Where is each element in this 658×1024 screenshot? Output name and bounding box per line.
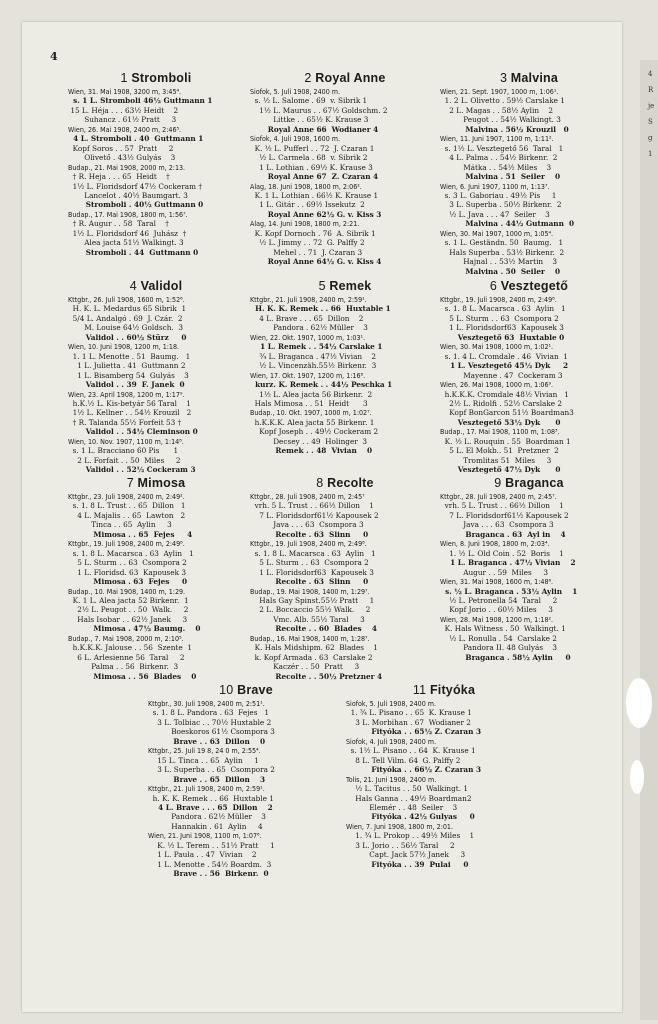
result-line: 5 L. Sturm . . 63 Csompora 2 (68, 558, 187, 568)
result-line: Elemér . . 48 Seiler 3 (346, 802, 458, 812)
result-line: Wien, 23. April 1908, 1200 m, 1:17⁹. (68, 389, 185, 399)
result-line: Kttgbr., 21. Juli 1908, 2400 m, 2:59¹. (250, 295, 367, 304)
result-line: 1½ L. Alea jacta 56 Birkenr. 2 (250, 389, 373, 399)
result-line-featured: H. K. K. Remek . . 66 Huxtable 1 (250, 304, 391, 314)
result-line-featured: s. 1 L. Stromboli 46½ Guttmann 1 (68, 96, 213, 106)
horse-section (440, 475, 618, 662)
result-line: 1½ L. Maurus . . 67½ Goldschm. 2 (250, 105, 388, 115)
result-line: Peugot . . 54½ Walkingt. 3 (440, 115, 561, 125)
result-line: s. 1½ L. Vesztegető 56 Taral 1 (440, 143, 564, 153)
horse-name: Remek (329, 279, 372, 293)
horse-name: Recolte (327, 476, 374, 490)
result-line: Siofok, 4. Juli 1908, 1600 m. (250, 134, 341, 144)
result-line: Kttgbr., 26. Juli 1908, 1600 m, 1:52⁶. (68, 295, 185, 304)
adjacent-page-glyph: S (648, 118, 653, 126)
result-line: Tinca . . 65 Aylin 3 (68, 520, 172, 530)
result-line: 1½ L. Kellner . . 54½ Krouzil 2 (68, 408, 192, 418)
result-line-featured: Malvina . 50 Seiler 0 (440, 266, 561, 276)
result-line: 1 L. Floridsd. 63 Kapousek 3 (68, 567, 186, 577)
result-line: 1 L. Julietta . 41 Guttmann 2 (68, 361, 186, 371)
result-line: 2 L. Forfait . . 50 Miles 2 (68, 455, 181, 465)
horse-name: Validol (140, 279, 183, 293)
adjacent-page-glyph: je (648, 102, 655, 110)
result-line: Budap., 17. Mai 1908, 1800 m, 1:56⁷. (68, 209, 188, 219)
result-line: Olivető . 43½ Gulyás 3 (68, 153, 176, 163)
adjacent-page-glyph: g (648, 134, 653, 142)
result-line: † R. Augur . . 58 Taral † (68, 219, 169, 229)
result-line: Wien, 7. Juni 1908, 1800 m, 2:01. (346, 821, 454, 831)
result-line: s. 1 L. Geständn. 50 Baumg. 1 (440, 238, 564, 248)
result-line: 4 L. Palma . . 54½ Birkenr. 2 (440, 153, 558, 163)
result-line: 5 L. Sturm . . 63 Csompora 2 (440, 313, 559, 323)
result-line: Wien, 26. Mai 1908, 2400 m, 2:46⁵. (68, 124, 182, 134)
result-line: K. ½ L. Terem . . 51½ Pratt 1 (148, 840, 275, 850)
horse-heading (68, 475, 244, 491)
result-line: 3 L. Superba . . 65 Csompora 2 (148, 765, 275, 775)
result-line-featured: Fityóka . . 66½ Z. Czaran 3 (346, 765, 482, 775)
result-line-featured: Vesztegető 47½ Dyk 0 (440, 465, 561, 475)
result-line: Wien, 30. Mai 1908, 1000 m, 1:02¹. (440, 342, 554, 352)
result-line: 1 L. Paula . . 47 Vivian 2 (148, 850, 257, 860)
result-line: Hannakin . 61 Aylin 4 (148, 821, 263, 831)
result-line: s. 1. 8 L. Macarsca . 63 Aylin 1 (250, 548, 376, 558)
horse-name: Royal Anne (315, 71, 386, 85)
result-line: Kttgbr., 19. Juli 1908, 2400 m, 2:49⁸. (250, 539, 367, 549)
result-line: ½ L. Tacitus . . 50 Walkingt. 1 (346, 784, 469, 794)
result-line: Wien, 30. Mai 1907, 1000 m, 1:05⁴. (440, 228, 554, 238)
result-line: Pandora . 62½ Müller 3 (250, 323, 368, 333)
result-line-featured: 1 L. Remek . . 54½ Carslake 1 (250, 342, 383, 352)
result-line-featured: Brave . . 65 Dillon 3 (148, 774, 266, 784)
result-line: 1 L. Bisamberg 54 Gulyás 3 (68, 370, 189, 380)
horse-name: Malvina (510, 71, 559, 85)
result-line: s. 3 L. Gaboriau . 49½ Pis 1 (440, 190, 557, 200)
horse-number: 3 (499, 71, 511, 85)
result-line: ¾ L. Braganca . 47½ Vivian 2 (250, 351, 377, 361)
result-line: Hajnal . . 53½ Martin 3 (440, 257, 558, 267)
result-line: Hals Mimosa . . 51 Heidt 3 (250, 398, 368, 408)
result-line: 1½ L. Floridsdorf 47½ Cockeram † (68, 181, 202, 191)
result-line: 1. 1 L. Menotte . 51 Baumg. 1 (68, 351, 191, 361)
result-line: Palma . . 56 Birkenr. 3 (68, 662, 179, 672)
adjacent-page-glyph: R (648, 86, 654, 94)
result-line: h.K.K.K. Alea jacta 55 Birkenr. 1 (250, 417, 375, 427)
result-line: vrh. 5 L. Trust . . 66½ Dillon 1 (250, 501, 374, 511)
result-line: 7 L. Floridsdorf61½ Kapousek 2 (440, 510, 569, 520)
result-line-featured: Malvina . 51 Seiler 0 (440, 172, 561, 182)
result-line: Augur . . 59 Miles 3 (440, 567, 548, 577)
result-line-featured: Royal Anne 66 Wodianer 4 (250, 124, 379, 134)
result-line-featured: Validol . . 54½ Cleminson 0 (68, 427, 198, 437)
result-line: 1. 2 L. Olivetto . 59½ Carslake 1 (440, 96, 565, 106)
result-line: s. 1. 8 L. Trust . . 65 Dillon 1 (68, 501, 186, 511)
horse-number: 7 (126, 476, 138, 490)
result-line: 5/4 L. Andalgó . 69 J. Czár. 2 (68, 313, 183, 323)
result-line: Budap., 10. Okt. 1907, 1000 m, 1:02⁷. (250, 408, 372, 418)
result-line: 3 L. Tolbiac . . 70½ Huxtable 2 (148, 717, 272, 727)
result-line: s. ½ L. Salome . 69 v. Sibrik 1 (250, 96, 368, 106)
result-line: 7 L. Floridsdorf61½ Kapousek 2 (250, 510, 379, 520)
result-line: Wien, 10. Juni 1908, 1200 m, 1:18. (68, 342, 180, 352)
result-line: Kttgbr., 23. Juli 1908, 2400 m, 2:49². (68, 492, 185, 501)
result-line-featured: 1 L. Braganca . 47½ Vivian 2 (440, 558, 576, 568)
horse-section (250, 278, 440, 456)
result-line-featured: Royal Anne 64½ G. v. Kiss 4 (250, 257, 382, 267)
result-line: Hals Ganna . . 49½ Boardman2 (346, 793, 472, 803)
result-line: 2½ L. Ridolfi . 52½ Carslake 2 (440, 398, 563, 408)
result-line: Mayenne . 47 Cockeram 3 (440, 370, 563, 380)
result-line: 4 L. Brave . . . 65 Dillon 2 (250, 313, 364, 323)
result-line: 1. ¾ L. Prokop . . 49½ Miles 1 (346, 831, 475, 841)
result-line: h.K.K.K. Jalouse . . 56 Szente 1 (68, 643, 192, 653)
result-line: Kttgbr., 19. Juli 1908, 2400 m, 2:49⁸. (440, 295, 557, 304)
horse-section (68, 475, 244, 681)
result-line-featured: Recolte . . 60 Blades 4 (250, 624, 377, 634)
result-line: Kopf Joseph . . 49½ Cockeram 2 (250, 427, 379, 437)
result-line: ½ L. Petronella 54 Taral 2 (440, 595, 558, 605)
horse-name: Fityóka (429, 683, 476, 697)
horse-heading (250, 70, 440, 86)
result-line: Kttgbr., 30. Juli 1908, 2400 m, 2:51¹. (148, 699, 265, 708)
result-line: s. 1. 4 L. Cromdale . 46 Vivian 1 (440, 351, 568, 361)
result-line: Wien, 11. Juni 1907, 1100 m, 1:11². (440, 134, 554, 144)
result-line-featured: Stromboli . 44 Guttmann 0 (68, 247, 199, 257)
result-line: 2 L. Boccaccio 55½ Walk. 2 (250, 605, 371, 615)
result-line: Budap., 10. Mai 1908, 1400 m, 1:29. (68, 586, 186, 596)
result-line: Capt. Jack 57½ Janek 3 (346, 850, 466, 860)
result-line: h.K.½ L. Kis-betyár 56 Taral 1 (68, 398, 191, 408)
result-line-featured: Malvina . 44½ Gutmann 0 (440, 219, 575, 229)
horse-heading (68, 278, 244, 294)
result-line: 4 L. Majalis . . 65 Lawton 2 (68, 510, 186, 520)
result-line-featured: Brave . . 63 Dillon 0 (148, 736, 266, 746)
result-line-featured: 4 L. Brave . . . 65 Dillon 2 (148, 802, 273, 812)
result-line: Budap., 19. Mai 1908, 1400 m, 1:29⁷. (250, 586, 370, 596)
result-line: 1 L. Lothian . 69½ K. Krause 3 (250, 162, 373, 172)
horse-heading (250, 278, 440, 294)
result-line: ½ L. Jimmy . . 72 G. Palffy 2 (250, 238, 365, 248)
result-line: Suhancz . 61½ Pratt 3 (68, 115, 177, 125)
result-line: K. 1 L. Alea jacta 52 Birkenr. 1 (68, 595, 189, 605)
horse-name: Mimosa (137, 476, 186, 490)
result-line: Alag, 14. Juni 1908, 1800 m, 2:21. (250, 219, 360, 229)
result-line-featured: s. ½ L. Braganca . 53½ Aylin 1 (440, 586, 578, 596)
result-line-featured: Brave . . 56 Birkenr. 0 (148, 869, 269, 879)
horse-heading (250, 475, 440, 491)
paper-tear-hole (630, 760, 644, 794)
result-line-featured: Vesztegető 63 Huxtable 0 (440, 332, 565, 342)
result-line: Kttgbr., 28. Juli 1908, 2400 m, 2:45⁷. (440, 492, 557, 501)
result-line-featured: Mimosa . 63 Fejes 0 (68, 577, 188, 587)
result-line-featured: kurz. K. Remek . . 44½ Peschka 1 (250, 380, 393, 390)
result-line: Mátka . . 54½ Miles 3 (440, 162, 552, 172)
result-line: ½ L. Ronulla . 54 Carslake 2 (440, 633, 557, 643)
result-line: Kttgbr., 25. Juli 19 8, 24 0 m, 2:55⁴. (148, 746, 261, 756)
result-line-featured: Royal Anne 62½ G. v. Kiss 3 (250, 209, 382, 219)
result-line: M. Louise 64½ Goldsch. 3 (68, 323, 184, 333)
horse-heading (440, 475, 618, 491)
result-line-featured: Recolte . 63 Slinn 0 (250, 577, 369, 587)
result-line-featured: Braganca . 58½ Aylin 0 (440, 652, 571, 662)
result-line: Wien, 17. Okt. 1907, 1200 m, 1:16⁸. (250, 370, 366, 380)
result-line: Kttgbr., 28. Juli 1908, 2400 m, 2:45⁷ (250, 492, 365, 501)
result-line: Lancelot . 40½ Baumgart. 3 (68, 190, 188, 200)
result-line: ½ L. Vincenzäh.55½ Birkenr. 3 (250, 361, 377, 371)
horse-section (250, 475, 440, 681)
result-line: Wien, 28. Mai 1908, 1200 m, 1:18². (440, 614, 554, 624)
result-line-featured: Fityóka . 42½ Gulyas 0 (346, 812, 475, 822)
horse-name: Braganca (505, 476, 564, 490)
result-line-featured: Validol . . 39 F. Janek 0 (68, 380, 185, 390)
horse-section (68, 278, 244, 475)
result-line-featured: Recolte . 63 Slinn 0 (250, 529, 369, 539)
result-line-featured: 4 L. Stromboli . 40 Guttmann 1 (68, 134, 204, 144)
result-line: K. Hals Witness . 50 Walkingt. 1 (440, 624, 566, 634)
result-line-featured: Fityóka . . 39 Pulai 0 (346, 859, 469, 869)
result-line: 1. ¾ L. Pisano . . 65 K. Krause 1 (346, 708, 472, 718)
result-line: Siofok, 4. Juli 1908, 2400 m. (346, 736, 437, 746)
result-line: Budap., 16. Mai 1908, 1400 m, 1:28⁷. (250, 633, 370, 643)
result-line: 3 L. Morbihan . 67 Wodianer 2 (346, 717, 471, 727)
horse-section (68, 70, 244, 257)
result-line: Kttgbr., 19. Juli 1908, 2400 m, 2:49⁸. (68, 539, 185, 549)
result-line: h. K. K. Remek . . 66 Huxtable 1 (148, 793, 274, 803)
horse-number: 2 (304, 71, 316, 85)
horse-section (346, 682, 542, 869)
horse-name: Brave (237, 683, 273, 697)
result-line: Wien, 31. Mai 1908, 1600 m, 1:48⁶. (440, 577, 554, 587)
result-line: ½ L. Java . . . 47 Seiler 3 (440, 209, 550, 219)
result-line: Kaczér . . 50 Pratt 3 (250, 662, 360, 672)
result-line: Wien, 6. Juni 1907, 1100 m, 1:13⁷. (440, 181, 550, 191)
paper-tear-hole (626, 678, 652, 728)
result-line: Boeskoros 61½ Csompora 3 (148, 727, 275, 737)
result-line: Hals Superba . 53½ Birkenr. 2 (440, 247, 565, 257)
horse-heading (440, 278, 618, 294)
result-line: † R. Talanda 55½ Forfeit 53 † (68, 417, 182, 427)
result-line: Wien, 26. Mai 1908, 1000 m, 1:06⁹. (440, 380, 554, 390)
result-line-featured: Recolte . . 50½ Pretzner 4 (250, 671, 383, 681)
result-line: † R. Heja . . . 65 Heidt † (68, 172, 170, 182)
horse-section (440, 70, 618, 276)
result-line: Wien, 22. Okt. 1907, 1000 m, 1:03¹. (250, 332, 366, 342)
result-line: Littke . . 65½ K. Krause 3 (250, 115, 369, 125)
result-line: s. 1. 8 L. Pandora . 63 Fejes 1 (148, 708, 270, 718)
result-line: Kopf Jorio . . 60½ Miles 3 (440, 605, 553, 615)
horse-name: Vesztegető (500, 279, 569, 293)
horse-number: 8 (316, 476, 328, 490)
result-line: 2 L. Magas . . 58½ Aylin 2 (440, 105, 553, 115)
result-line: 3 L. Jorio . . 56½ Taral 2 (346, 840, 455, 850)
result-line: 8 L. Tell Vilm. 64 G. Palffy 2 (346, 755, 461, 765)
result-line: s. 1 L. Bracciano 60 Pis 1 (68, 446, 179, 456)
horse-heading (440, 70, 618, 86)
result-line: s. 1. 8 L. Macarsca . 63 Aylin 1 (68, 548, 194, 558)
result-line: Tromlitas 51 Miles 3 (440, 455, 552, 465)
result-line-featured: 1 L. Vesztegető 45½ Dyk 2 (440, 361, 569, 371)
result-line: Java . . . 63 Csompora 3 (440, 520, 554, 530)
result-line: h.K.K.K. Cromdale 48½ Vivian 1 (440, 389, 569, 399)
result-line: K. Kopf Dornoch . 76 A. Sibrik 1 (250, 228, 376, 238)
horse-section (440, 278, 618, 475)
result-line: Java . . . 63 Csompora 3 (250, 520, 364, 530)
result-line-featured: Validol . . 60½ Stürz 0 (68, 332, 187, 342)
horse-number: 4 (129, 279, 141, 293)
result-line: 1 L. Floridsdorf63 Kapousek 3 (440, 323, 564, 333)
result-line: 1. ½ L. Old Coin . 52 Boris 1 (440, 548, 564, 558)
result-line: Hals Isobar . . 62½ Janek 3 (68, 614, 188, 624)
horse-number: 11 (412, 683, 430, 697)
result-line: Kopf BonGarcon 51½ Boardman3 (440, 408, 574, 418)
result-line: s. 1½ L. Pisano . . 64 K. Krause 1 (346, 746, 476, 756)
result-line: Alea jacta 51½ Walkingt. 3 (68, 238, 184, 248)
adjacent-page-edge (640, 60, 658, 1020)
result-line: 1½ L. Floridsdorf 46 Juhász † (68, 228, 187, 238)
result-line: K. ½ L. Rouquin . 55 Boardman 1 (440, 436, 571, 446)
result-line: k. Kopf Armada . 63 Carslake 2 (250, 652, 373, 662)
result-line: 5 L. Sturm . . 63 Csompora 2 (250, 558, 369, 568)
result-line: Wien, 8. Juni 1908, 1800 m, 2:03⁴. (440, 539, 550, 549)
result-line: 2½ L. Peugot . . 50 Walk. 2 (68, 605, 189, 615)
horse-heading (148, 682, 344, 698)
result-line: Wien, 21. Sept. 1907, 1000 m, 1:06¹. (440, 87, 559, 96)
result-line: Decsey . . 49 Holinger 3 (250, 436, 368, 446)
horse-number: 9 (494, 476, 506, 490)
result-line: Mehel . . 71 J. Czaran 3 (250, 247, 363, 257)
result-line: Kopf Soros . . 57 Pratt 2 (68, 143, 174, 153)
result-line-featured: Malvina . 56½ Krouzil 0 (440, 124, 569, 134)
result-line: Wien, 10. Nov. 1907, 1100 m, 1:14⁸. (68, 436, 184, 446)
horse-number: 10 (219, 683, 238, 697)
result-line: 1 L. Gitár . . 69½ Issekutz 2 (250, 200, 365, 210)
result-line: Vmc. Alb. 55½ Taral 3 (250, 614, 365, 624)
result-line: Alag, 18. Juni 1908, 1800 m, 2:06². (250, 181, 362, 191)
result-line: 15 L. Tinca . . 65 Aylin 1 (148, 755, 259, 765)
result-line: Tolis, 21. Juni 1908, 2400 m. (346, 774, 437, 784)
result-line: Budap., 7. Mai 1908, 2000 m, 2:10⁵. (68, 633, 184, 643)
result-line: 5 L. El Mokb.. 51 Pretzner 2 (440, 446, 559, 456)
result-line-featured: Remek . . 48 Vivian 0 (250, 446, 373, 456)
result-line-featured: Braganca . 63 Ayl in 4 (440, 529, 566, 539)
result-line: Siofok, 5. Juli 1908, 2400 m. (250, 87, 341, 96)
result-line: K. 1 L. Lothian . 66½ K. Krause 1 (250, 190, 379, 200)
result-line: K. Hals Midshipm. 62 Blades 1 (250, 643, 378, 653)
horse-number: 6 (489, 279, 501, 293)
result-line: Budap., 17. Mai 1908, 1100 m, 1:08³. (440, 427, 560, 437)
result-line: Hals Gay Spinst.55½ Pratt 1 (250, 595, 375, 605)
result-line: Siofok, 5. Juli 1908, 2400 m. (346, 699, 437, 708)
result-line: Pandora II. 48 Gulyás 3 (440, 643, 558, 653)
horse-number: 5 (318, 279, 330, 293)
result-line: Pandora . 62½ Müller 3 (148, 812, 266, 822)
result-line: H. K. L. Medardus 65 Sibrik 1 (68, 304, 187, 314)
result-line: ½ L. Carmela . 68 v. Sibrik 2 (250, 153, 368, 163)
result-line-featured: Mimosa . 47½ Baumg. 0 (68, 624, 201, 634)
horse-section (250, 70, 440, 267)
result-line-featured: Validol . . 52½ Cockeram 3 (68, 465, 196, 475)
result-line-featured: Mimosa . . 56 Blades 0 (68, 671, 197, 681)
result-line-featured: Vesztegető 53½ Dyk 0 (440, 417, 561, 427)
result-line-featured: Mimosa . . 65 Fejes 4 (68, 529, 193, 539)
result-line-featured: Stromboli . 40½ Guttmann 0 (68, 200, 204, 210)
result-line-featured: Fityóka . . 65½ Z. Czaran 3 (346, 727, 482, 737)
result-line: 3 L. Superba . 50½ Birkenr. 2 (440, 200, 562, 210)
horse-section (148, 682, 344, 879)
result-line: Wien, 31. Mai 1908, 3200 m, 3:45⁴. (68, 87, 182, 96)
result-line: Wien, 21. Juni 1908, 1100 m, 1:07⁶. (148, 831, 262, 841)
result-line: vrh. 5 L. Trust . . 66½ Dillon 1 (440, 501, 564, 511)
result-line-featured: Royal Anne 67 Z. Czaran 4 (250, 172, 379, 182)
horse-heading (68, 70, 244, 86)
horse-name: Stromboli (131, 71, 192, 85)
result-line: Kttgbr., 21. Juli 1908, 2400 m, 2:59¹. (148, 784, 265, 794)
adjacent-page-glyph: 4 (648, 70, 653, 78)
result-line: 1 L. Floridsdorf63 Kapousek 3 (250, 567, 374, 577)
result-line: 1 L. Menotte . 54½ Boardm. 3 (148, 859, 272, 869)
result-line: K. ½ L. Pufferl . . 72 J. Czaran 1 (250, 143, 375, 153)
result-line: s. 1. 8 L. Macarsca . 63 Aylin 1 (440, 304, 566, 314)
horse-heading (346, 682, 542, 698)
result-line: 6 L. Arlesienne 56 Taral 2 (68, 652, 185, 662)
result-line: 15 L. Héja . . . 63½ Heidt 2 (68, 105, 179, 115)
horse-number: 1 (120, 71, 132, 85)
result-line: Budap., 21. Mai 1908, 2000 m, 2:13. (68, 162, 186, 172)
page-number: 4 (50, 50, 58, 63)
adjacent-page-glyph: 1 (648, 150, 653, 158)
